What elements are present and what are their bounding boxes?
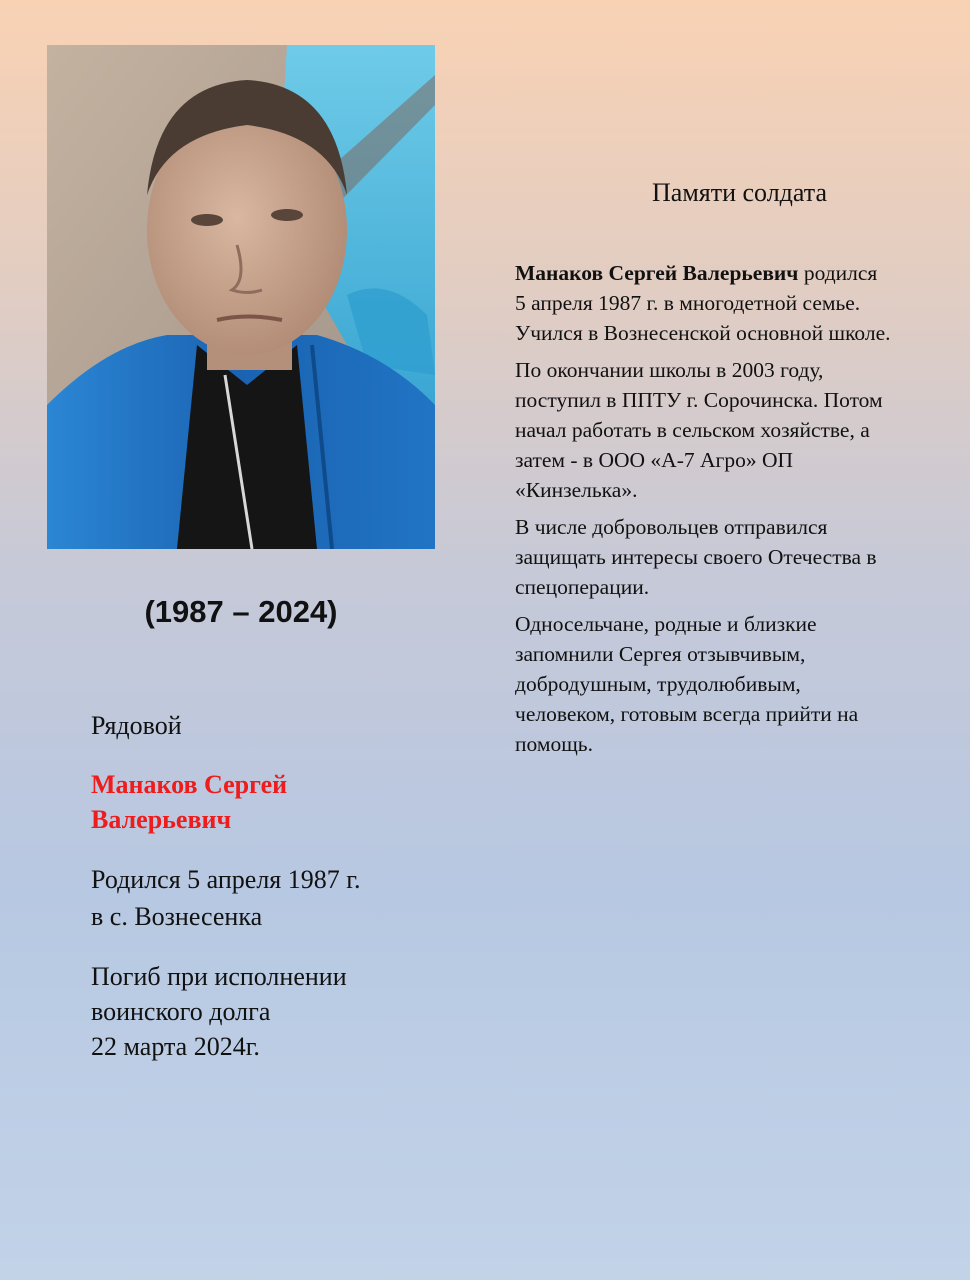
- death-line2: воинского долга: [91, 997, 271, 1026]
- portrait-photo: [47, 45, 435, 549]
- biography: [515, 258, 965, 766]
- bio-p3-line2: защищать интересы своего Отечества в: [515, 545, 877, 569]
- soldier-name-line2: Валерьевич: [91, 805, 232, 834]
- portrait-image: [47, 45, 435, 549]
- military-rank: Рядовой: [91, 711, 182, 740]
- bio-p1-line2: 5 апреля 1987 г. в многодетной семье.: [515, 291, 861, 315]
- bio-p4-line4: человеком, готовым всегда прийти на: [515, 702, 859, 726]
- bio-p3-line1: В числе добровольцев отправился: [515, 515, 828, 539]
- bio-p4-line5: помощь.: [515, 732, 593, 756]
- bio-p4-line3: добродушным, трудолюбивым,: [515, 672, 801, 696]
- soldier-name: [91, 767, 451, 837]
- death-date: 22 марта 2024г.: [91, 1032, 260, 1061]
- bio-p2-line2: поступил в ППТУ г. Сорочинска. Потом: [515, 388, 883, 412]
- birth-date: Родился 5 апреля 1987 г.: [91, 865, 361, 894]
- soldier-summary: [91, 708, 451, 1064]
- bio-paragraph-3: [515, 512, 965, 602]
- bio-p2-line1: По окончании школы в 2003 году,: [515, 358, 824, 382]
- death-info: [91, 959, 451, 1064]
- bio-p4-line1: Односельчане, родные и близкие: [515, 612, 817, 636]
- soldier-name-line1: Манаков Сергей: [91, 770, 288, 799]
- bio-p2-line4: затем - в ООО «А-7 Агро» ОП: [515, 448, 793, 472]
- memory-title: Памяти солдата: [652, 178, 827, 207]
- bio-p4-line2: запомнили Сергея отзывчивым,: [515, 642, 806, 666]
- bio-paragraph-2: [515, 355, 965, 505]
- birth-place: в с. Вознесенка: [91, 902, 263, 931]
- bio-paragraph-4: [515, 609, 965, 759]
- bio-p2-line5: «Кинзелька».: [515, 478, 638, 502]
- bio-p1-line1: родился: [798, 261, 878, 285]
- life-years: (1987 – 2024): [144, 594, 338, 629]
- death-line1: Погиб при исполнении: [91, 962, 347, 991]
- bio-name-bold: Манаков Сергей Валерьевич: [515, 261, 799, 285]
- bio-p3-line3: спецоперации.: [515, 575, 650, 599]
- bio-p2-line3: начал работать в сельском хозяйстве, а: [515, 418, 870, 442]
- bio-p1-line3: Учился в Вознесенской основной школе.: [515, 321, 891, 345]
- bio-paragraph-1: [515, 258, 965, 348]
- birth-info: [91, 861, 451, 935]
